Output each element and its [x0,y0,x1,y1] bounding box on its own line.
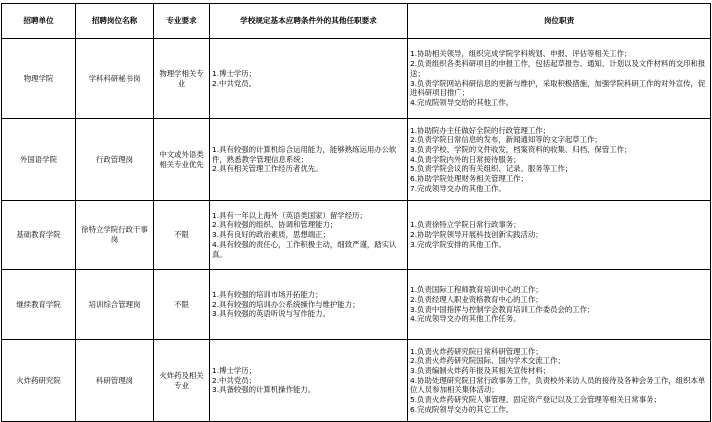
cell-requirements [210,340,408,422]
header-major: 专业要求 [154,4,210,39]
header-unit: 招聘单位 [2,4,76,39]
table-row [2,340,711,422]
duty-item: 3.完成学院安排的其他工作。 [410,239,506,249]
duty-item: 2.负责火炸药研究院国际、国内学术交流工作； [410,356,565,366]
cell-unit: 物理学院 [2,39,76,119]
cell-duties [408,270,711,340]
duty-item: 1.协助相关领导，组织完成学院学科规划、申报、评估等相关工作； [410,49,632,59]
requirement-item: 1.具有一年以上海外（英语类国家）留学经历； [212,210,367,220]
duty-item: 1.协助院办主任做好全院的行政管理工作； [410,125,551,135]
header-row [2,4,711,39]
duty-item: 2.负责学院日常信息的发布，新闻通知等的文字起草工作； [410,135,602,145]
table-row [2,270,711,340]
requirement-item: 1.博士学历； [212,68,257,78]
cell-requirements [210,39,408,119]
recruitment-table-wrapper [1,3,710,422]
duty-item: 3.负责学院网站科研信息的更新与维护，采取积极措施，加强学院科研工作的对外宣传，促进科研项目推广； [410,78,706,98]
duty-item: 1.负责火炸药研究院日常科研管理工作； [410,346,543,356]
cell-unit: 火炸药研究院 [2,340,76,422]
cell-duties [408,340,711,422]
cell-position: 学科科研秘书岗 [76,39,154,119]
header-position: 招聘岗位名称 [76,4,154,39]
duty-item: 7.完成领导交办的其他工作。 [410,183,506,193]
requirement-item: 4.具有较强的责任心，工作积极主动，细致严谨，踏实认真。 [212,239,397,259]
cell-unit: 外国语学院 [2,119,76,201]
cell-position: 培训综合管理岗 [76,270,154,340]
duty-item: 2.协助学院领导开展科技创新实践活动； [410,230,543,240]
cell-unit: 基础教育学院 [2,201,76,270]
cell-requirements [210,201,408,270]
duty-item: 4.负责学院内外的日常接待服务； [410,154,521,164]
header-duties: 岗位职责 [408,4,711,39]
duty-item: 3.负责编制火炸药年报及其相关宣传材料； [410,365,551,375]
requirement-item: 1.博士学历； [212,365,257,375]
duty-item: 5.负责学院会议的有关组织、记录、服务等工作； [410,164,573,174]
requirement-item: 1.具有较强的计算机综合运用能力，能够熟练运用办公软件，熟悉教学管理信息系统； [212,144,397,164]
requirement-item: 3.具有较强的英语听说与写作能力。 [212,309,330,319]
table-row [2,39,711,119]
table-row [2,201,711,270]
cell-requirements [210,119,408,201]
requirement-item: 2.具有相关管理工作经历者优先。 [212,164,323,174]
requirement-item: 3.具备较强的计算机操作能力。 [212,385,316,395]
table-row [2,119,711,201]
duty-item: 3.负责学校、学院的文件收发，档案资料的收集、归档、保管工作； [410,144,632,154]
duty-item: 2.负责经理人职业资格教育中心的工作； [410,294,543,304]
requirement-item: 1.具有较强的培训市场开拓能力； [212,289,323,299]
cell-requirements [210,270,408,340]
header-requirements: 学校规定基本应聘条件外的其他任职要求 [210,4,408,39]
requirement-item: 2.具有较强的培训办公系统操作与维护能力； [212,299,360,309]
duty-item: 2.负责组织各类科研项目的申报工作，包括起草报告、通知、计划以及文件材料的交印和报送； [410,59,706,78]
cell-major: 不限 [154,201,210,270]
cell-duties [408,201,711,270]
cell-position: 徐特立学院行政干事岗 [76,201,154,270]
cell-unit: 继续教育学院 [2,270,76,340]
requirement-item: 2.中共党员。 [212,78,257,88]
duty-item: 6.完成院领导交办的其它工作。 [410,404,514,414]
duty-item: 1.负责国际工程师教育培训中心的工作； [410,285,543,295]
duty-item: 3.负责中国指挥与控制学会教育培训工作委员会的工作； [410,304,595,314]
cell-major: 火炸药及相关专业 [154,340,210,422]
cell-duties [408,119,711,201]
duty-item: 5.负责火炸药研究院人事管理、固定资产登记以及工会管理等相关日常事务； [410,395,661,405]
cell-major: 不限 [154,270,210,340]
recruitment-table [1,3,711,422]
cell-duties [408,39,711,119]
cell-position: 科研管理岗 [76,340,154,422]
cell-position: 行政管理岗 [76,119,154,201]
cell-major: 中文或外语类相关专业优先 [154,119,210,201]
requirement-item: 2.中共党员； [212,375,257,385]
duty-item: 6.协助学院处理财务相关管理工作； [410,174,528,184]
duty-item: 1.负责徐特立学院日常行政事务； [410,220,521,230]
duty-item: 4.完成院领导交给的其他工作。 [410,97,514,107]
requirement-item: 3.具有良好的政治素质，思想端正； [212,230,330,240]
cell-major: 物理学相关专业 [154,39,210,119]
requirement-item: 2.具有较强的组织、协调和管理能力； [212,220,338,230]
duty-item: 4.完成领导交办的其他工作任务。 [410,314,521,324]
duty-item: 4.协助处理研究院日常行政事务工作，负责校外来访人员的接待及各种会务工作，组织本单位人员参加相关集体活动； [410,375,706,395]
